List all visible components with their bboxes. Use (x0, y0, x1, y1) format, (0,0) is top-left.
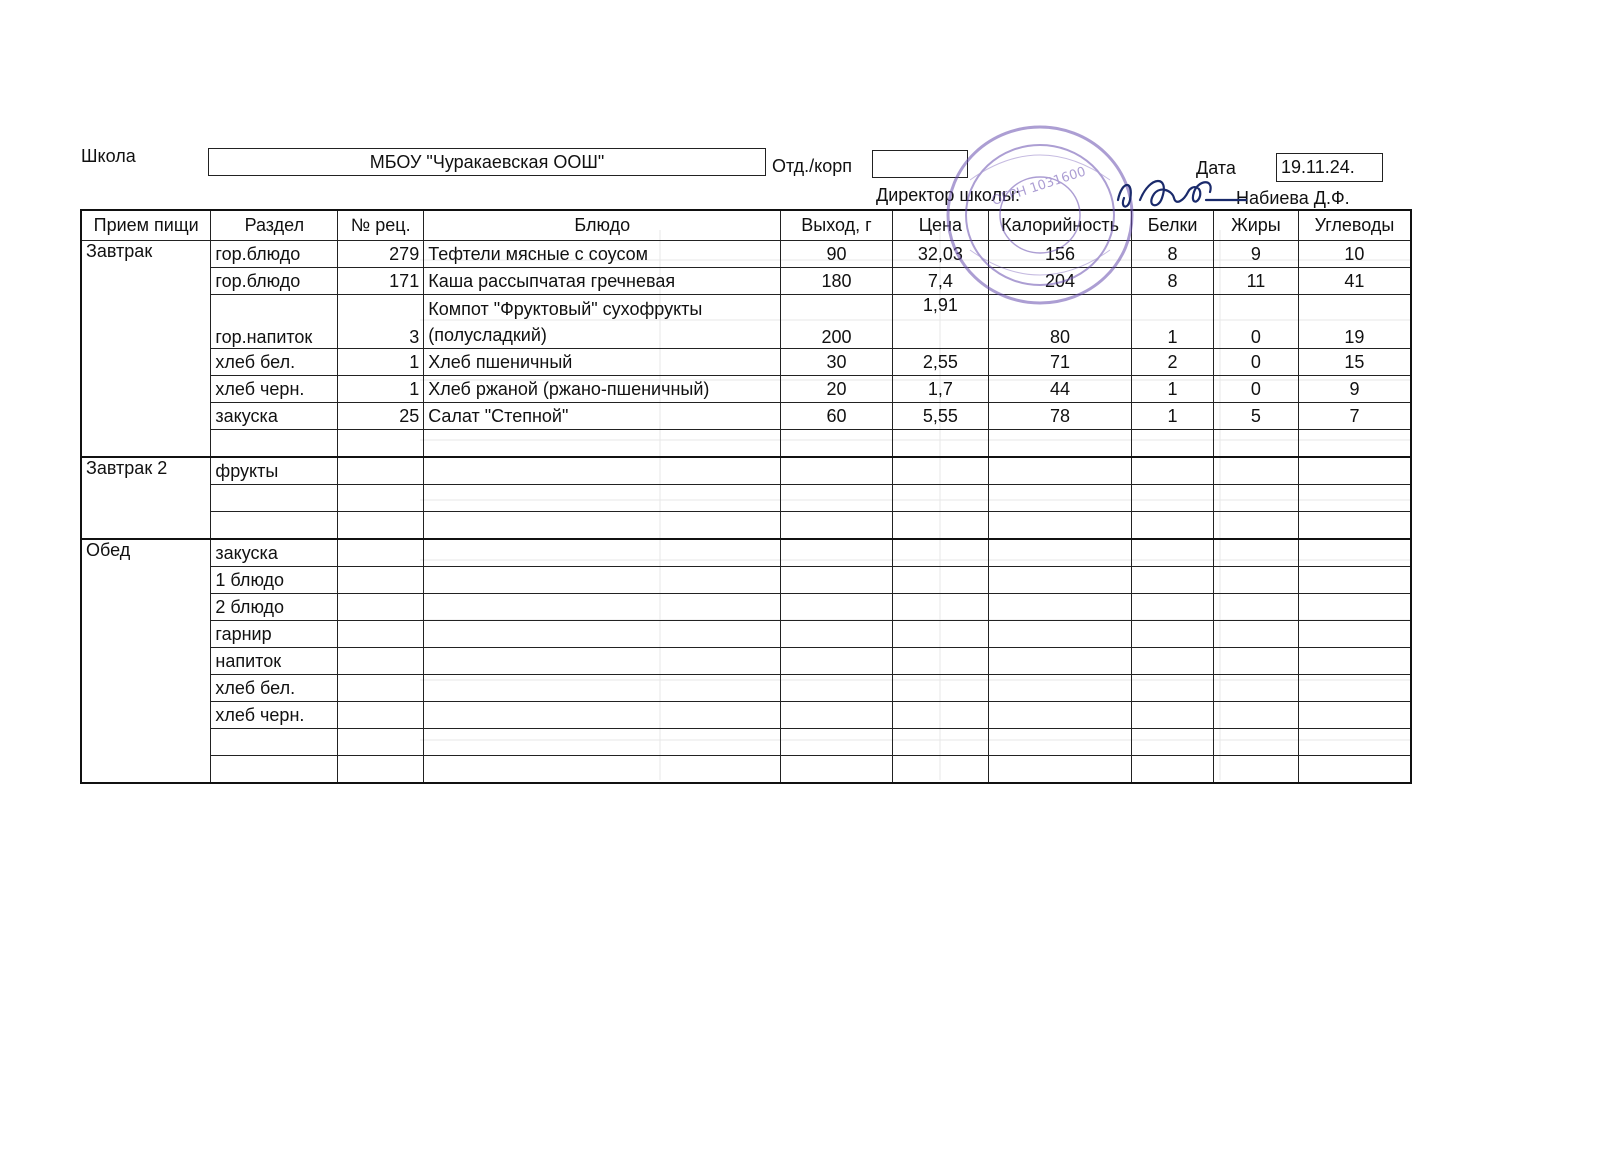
price-cell: 32,03 (892, 241, 988, 268)
section-cell: гор.блюдо (211, 241, 338, 268)
protein-cell: 1 (1132, 295, 1214, 349)
carbs-cell: 41 (1298, 268, 1411, 295)
section-cell (211, 485, 338, 512)
dish-cell: Компот "Фруктовый" сухофрукты (полусладкий) (424, 295, 781, 349)
school-label: Школа (81, 146, 136, 166)
dish-cell: Каша рассыпчатая гречневая (424, 268, 781, 295)
col-header: Раздел (211, 210, 338, 241)
empty-cell (1132, 430, 1214, 458)
date-label: Дата (1196, 158, 1236, 178)
kcal-cell: 71 (988, 349, 1131, 376)
col-header: Выход, г (781, 210, 893, 241)
yield-cell: 60 (781, 403, 893, 430)
carbs-cell: 10 (1298, 241, 1411, 268)
carbs-cell: 7 (1298, 403, 1411, 430)
recipe-cell: 1 (338, 376, 424, 403)
date-value: 19.11.24. (1281, 157, 1355, 177)
meal-cell: Обед (81, 539, 211, 783)
protein-cell: 8 (1132, 241, 1214, 268)
col-header: Жиры (1213, 210, 1298, 241)
fat-cell: 9 (1213, 241, 1298, 268)
kcal-cell: 156 (988, 241, 1131, 268)
empty-cell (338, 430, 424, 458)
price-cell: 1,7 (892, 376, 988, 403)
section-cell: гор.блюдо (211, 268, 338, 295)
table-row (81, 349, 1411, 376)
kcal-cell: 78 (988, 403, 1131, 430)
kcal-cell: 204 (988, 268, 1131, 295)
table-row (81, 621, 1411, 648)
section-cell: фрукты (211, 457, 338, 485)
director-signature (1110, 170, 1250, 220)
table-row (81, 457, 1411, 485)
section-cell (211, 729, 338, 756)
section-cell: хлеб черн. (211, 376, 338, 403)
dish-cell: Салат "Степной" (424, 403, 781, 430)
carbs-cell: 15 (1298, 349, 1411, 376)
fat-cell: 0 (1213, 295, 1298, 349)
fat-cell: 0 (1213, 376, 1298, 403)
col-header: Калорийность (988, 210, 1131, 241)
table-row (81, 567, 1411, 594)
empty-cell (211, 430, 338, 458)
col-header: Белки (1132, 210, 1214, 241)
section-cell: гарнир (211, 621, 338, 648)
table-row (81, 729, 1411, 756)
col-header: № рец. (338, 210, 424, 241)
yield-cell: 20 (781, 376, 893, 403)
meal-cell: Завтрак 2 (81, 457, 211, 539)
kcal-cell: 44 (988, 376, 1131, 403)
dish-cell: Хлеб ржаной (ржано-пшеничный) (424, 376, 781, 403)
menu-table (80, 209, 1412, 784)
section-cell: хлеб черн. (211, 702, 338, 729)
section-cell: 1 блюдо (211, 567, 338, 594)
section-cell: гор.напиток (211, 295, 338, 349)
empty-cell (424, 430, 781, 458)
stamp-text: ОГРН 1031600 (990, 164, 1088, 209)
recipe-cell: 3 (338, 295, 424, 349)
price-cell: 2,55 (892, 349, 988, 376)
director-label: Директор школы: (876, 185, 1020, 205)
kcal-cell: 80 (988, 295, 1131, 349)
table-row (81, 430, 1411, 458)
yield-cell: 200 (781, 295, 893, 349)
director-name: Набиева Д.Ф. (1236, 188, 1350, 208)
recipe-cell: 279 (338, 241, 424, 268)
protein-cell: 1 (1132, 376, 1214, 403)
section-cell: хлеб бел. (211, 349, 338, 376)
section-cell: напиток (211, 648, 338, 675)
table-row (81, 485, 1411, 512)
table-row (81, 648, 1411, 675)
col-header: Прием пищи (81, 210, 211, 241)
table-row (81, 539, 1411, 567)
recipe-cell: 171 (338, 268, 424, 295)
dish-cell: Хлеб пшеничный (424, 349, 781, 376)
table-row (81, 594, 1411, 621)
section-cell: закуска (211, 403, 338, 430)
section-cell (211, 756, 338, 784)
school-field (208, 148, 766, 176)
section-cell (211, 512, 338, 540)
dish-cell: Тефтели мясные с соусом (424, 241, 781, 268)
table-row (81, 376, 1411, 403)
price-cell: 1,91 (892, 295, 988, 349)
yield-cell: 90 (781, 241, 893, 268)
col-header: Углеводы (1298, 210, 1411, 241)
section-cell: хлеб бел. (211, 675, 338, 702)
price-cell: 7,4 (892, 268, 988, 295)
protein-cell: 2 (1132, 349, 1214, 376)
section-cell: 2 блюдо (211, 594, 338, 621)
table-row (81, 268, 1411, 295)
section-cell: закуска (211, 539, 338, 567)
fat-cell: 0 (1213, 349, 1298, 376)
empty-cell (892, 430, 988, 458)
carbs-cell: 9 (1298, 376, 1411, 403)
table-row (81, 512, 1411, 540)
table-row (81, 702, 1411, 729)
yield-cell: 30 (781, 349, 893, 376)
empty-cell (988, 430, 1131, 458)
empty-cell (1213, 430, 1298, 458)
protein-cell: 1 (1132, 403, 1214, 430)
fat-cell: 11 (1213, 268, 1298, 295)
protein-cell: 8 (1132, 268, 1214, 295)
empty-cell (781, 430, 893, 458)
table-row (81, 756, 1411, 784)
table-row (81, 403, 1411, 430)
yield-cell: 180 (781, 268, 893, 295)
price-cell: 5,55 (892, 403, 988, 430)
col-header: Цена (892, 210, 988, 241)
fat-cell: 5 (1213, 403, 1298, 430)
recipe-cell: 25 (338, 403, 424, 430)
col-header: Блюдо (424, 210, 781, 241)
table-row (81, 295, 1411, 349)
recipe-cell: 1 (338, 349, 424, 376)
empty-cell (1298, 430, 1411, 458)
school-name: МБОУ "Чуракаевская ООШ" (369, 151, 605, 172)
carbs-cell: 19 (1298, 295, 1411, 349)
table-row (81, 241, 1411, 268)
dept-label: Отд./корп (772, 156, 852, 176)
date-field (1276, 153, 1383, 182)
meal-cell: Завтрак (81, 241, 211, 458)
table-row (81, 675, 1411, 702)
